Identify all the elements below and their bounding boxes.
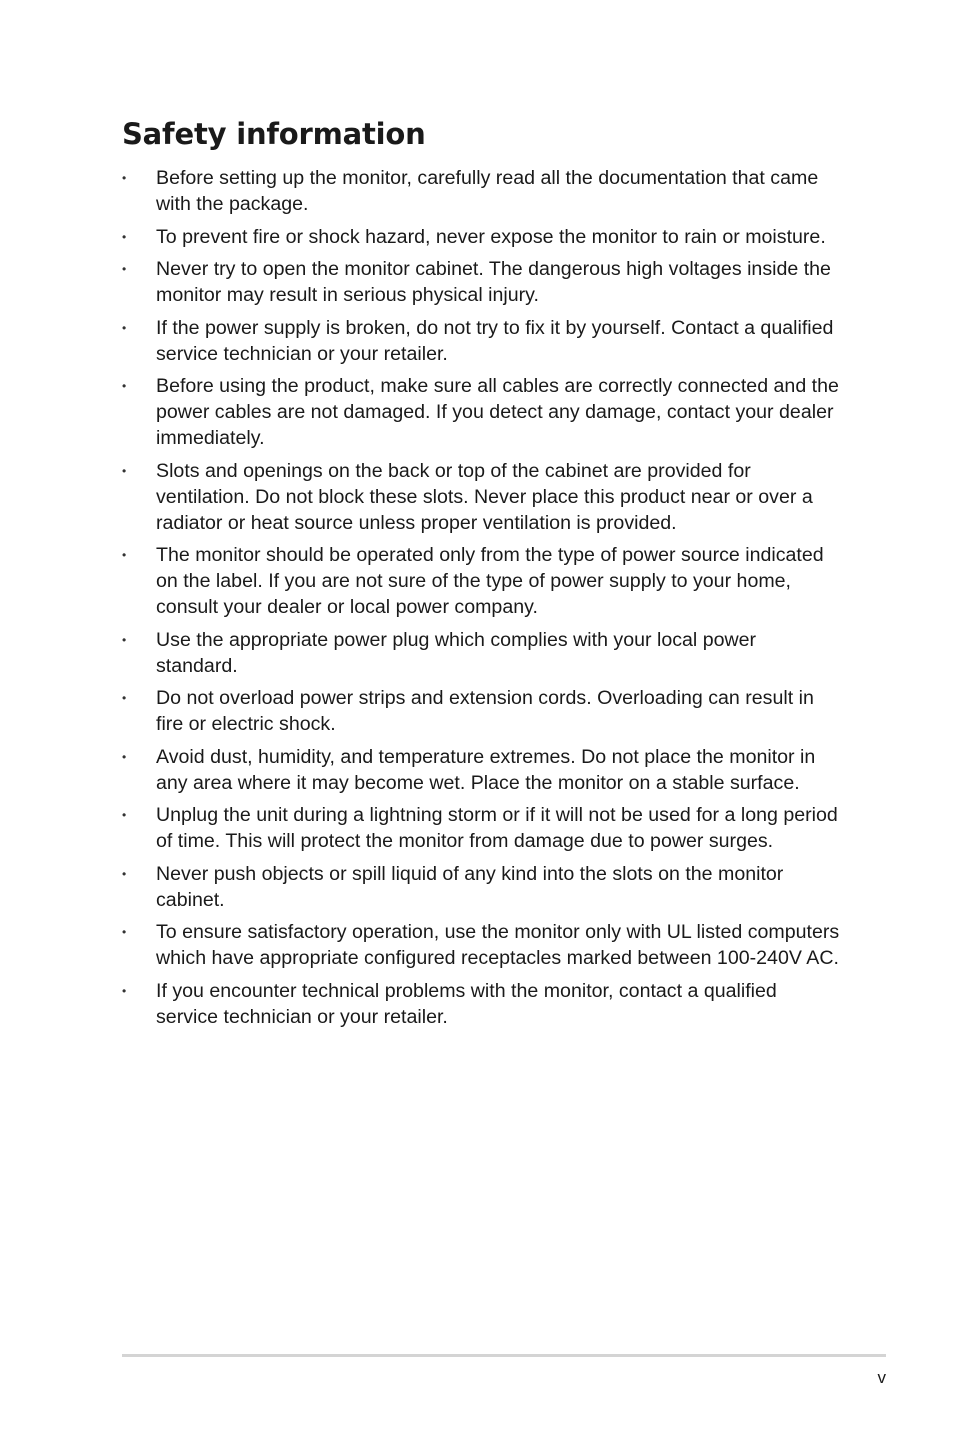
list-item-text: If you encounter technical problems with the monitor, contact a qualified service technician or your retailer. [156, 979, 777, 1028]
list-item [122, 373, 842, 451]
list-item [122, 542, 842, 620]
list-item-text: The monitor should be operated only from the type of power source indicated on the label. If you are not sure of the type of power supply to your home, consult your dealer or local power company. [156, 544, 824, 618]
list-item [122, 685, 842, 737]
list-item-text: Use the appropriate power plug which complies with your local power standard. [156, 628, 757, 677]
bullet-icon: • [122, 866, 127, 881]
bullet-icon: • [122, 983, 127, 998]
list-item [122, 165, 842, 217]
list-item [122, 919, 842, 971]
page-title: Safety information [122, 117, 426, 151]
bullet-icon: • [122, 808, 127, 822]
list-item-text: Never push objects or spill liquid of any kind into the slots on the monitor cabinet. [156, 862, 784, 911]
bullet-icon: • [122, 925, 127, 939]
list-item [122, 978, 842, 1030]
list-item-text: Avoid dust, humidity, and temperature extremes. Do not place the monitor in any area where it may become wet. Place the monitor on a stable surface. [156, 745, 816, 794]
bullet-icon: • [122, 229, 127, 244]
footer-divider [122, 1354, 886, 1357]
list-item-text: Slots and openings on the back or top of the cabinet are provided for ventilation. Do not block these slots. Never place this product near or over a radiator or heat source unless proper ventilation is provided. [156, 459, 813, 534]
bullet-icon: • [122, 548, 127, 562]
list-item-text: If the power supply is broken, do not try to fix it by yourself. Contact a qualified service technician or your retailer. [156, 316, 834, 365]
list-item [122, 861, 842, 913]
list-item-text: To prevent fire or shock hazard, never expose the monitor to rain or moisture. [156, 225, 826, 248]
bullet-icon: • [122, 691, 127, 705]
list-item [122, 224, 842, 250]
bullet-icon: • [122, 632, 127, 647]
list-item-text: Before setting up the monitor, carefully read all the documentation that came with the package. [156, 167, 819, 215]
list-item-text: To ensure satisfactory operation, use the monitor only with UL listed computers which have appropriate configured receptacles marked between 100-240V AC. [156, 921, 840, 969]
list-item [122, 744, 842, 796]
list-item-text: Before using the product, make sure all cables are correctly connected and the power cables are not damaged. If you detect any damage, contact your dealer immediately. [156, 375, 839, 449]
bullet-icon: • [122, 379, 127, 393]
list-item-text: Never try to open the monitor cabinet. The dangerous high voltages inside the monitor may result in serious physical injury. [156, 258, 831, 306]
list-item [122, 256, 842, 308]
list-item [122, 315, 842, 367]
bullet-icon: • [122, 262, 127, 276]
list-item [122, 802, 842, 854]
list-item-text: Do not overload power strips and extension cords. Overloading can result in fire or electric shock. [156, 687, 814, 735]
list-item [122, 458, 842, 536]
bullet-icon: • [122, 171, 127, 185]
bullet-icon: • [122, 320, 127, 335]
page-number: v [877, 1368, 886, 1387]
bullet-icon: • [122, 463, 127, 478]
list-item [122, 627, 842, 679]
bullet-icon: • [122, 749, 127, 764]
safety-bullet-list [122, 165, 842, 1036]
list-item-text: Unplug the unit during a lightning storm or if it will not be used for a long period of time. This will protect the monitor from damage due to power surges. [156, 804, 838, 852]
